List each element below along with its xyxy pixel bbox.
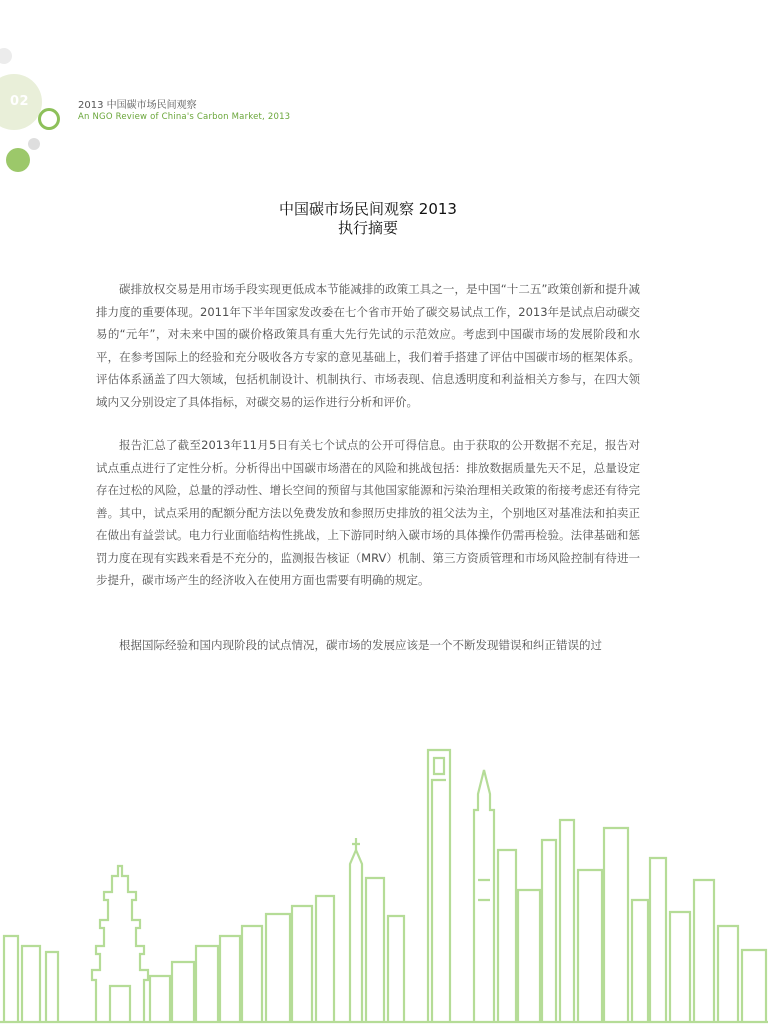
decor-circle-green (6, 148, 30, 172)
decor-circle-grey (28, 138, 40, 150)
decor-circle-ring (38, 108, 60, 130)
paragraph-1: 碳排放权交易是用市场手段实现更低成本节能减排的政策工具之一，是中国“十二五”政策创新和提升减排力度的重要体现。2011年下半年国家发改委在七个省市开始了碳交易试点工作，2013年是试点启动碳交易的“元年”，对未来中国的碳价格政策具有重大先行先试的示范效应。考虑到中国碳市场的发展阶段和水平，在参考国际上的经验和充分吸收各方专家的意见基础上，我们着手搭建了评估中国碳市场的框架体系。评估体系涵盖了四大领域，包括机制设计、机制执行、市场表现、信息透明度和利益相关方参与，在四大领域内又分别设定了具体指标，对碳交易的运作进行分析和评价。 (96, 282, 640, 409)
running-header-cn: 2013 中国碳市场民间观察 (78, 100, 197, 111)
document-title: 中国碳市场民间观察 2013 (279, 200, 457, 218)
city-skyline-illustration (0, 740, 768, 1024)
page-number: 02 (10, 94, 30, 109)
document-subtitle: 执行摘要 (337, 219, 398, 237)
running-header-en: An NGO Review of China's Carbon Market, 2013 (78, 112, 291, 122)
decor-circle-grey-small (0, 48, 12, 64)
paragraph-2: 报告汇总了截至2013年11月5日有关七个试点的公开可得信息。由于获取的公开数据不充足，报告对试点重点进行了定性分析。分析得出中国碳市场潜在的风险和挑战包括：排放数据质量先天不足，总量设定存在过松的风险，总量的浮动性、增长空间的预留与其他国家能源和污染治理相关政策的衔接考虑还有待完善。其中，试点采用的配额分配方法以免费发放和参照历史排放的祖父法为主，个别地区对基准法和拍卖正在做出有益尝试。电力行业面临结构性挑战，上下游同时纳入碳市场的具体操作仍需再检验。法律基础和惩罚力度在现有实践来看是不充分的，监测报告核证（MRV）机制、第三方资质管理和市场风险控制有待进一步提升，碳市场产生的经济收入在使用方面也需要有明确的规定。 (96, 438, 640, 587)
paragraph-3: 根据国际经验和国内现阶段的试点情况，碳市场的发展应该是一个不断发现错误和纠正错误的过 (119, 638, 602, 652)
